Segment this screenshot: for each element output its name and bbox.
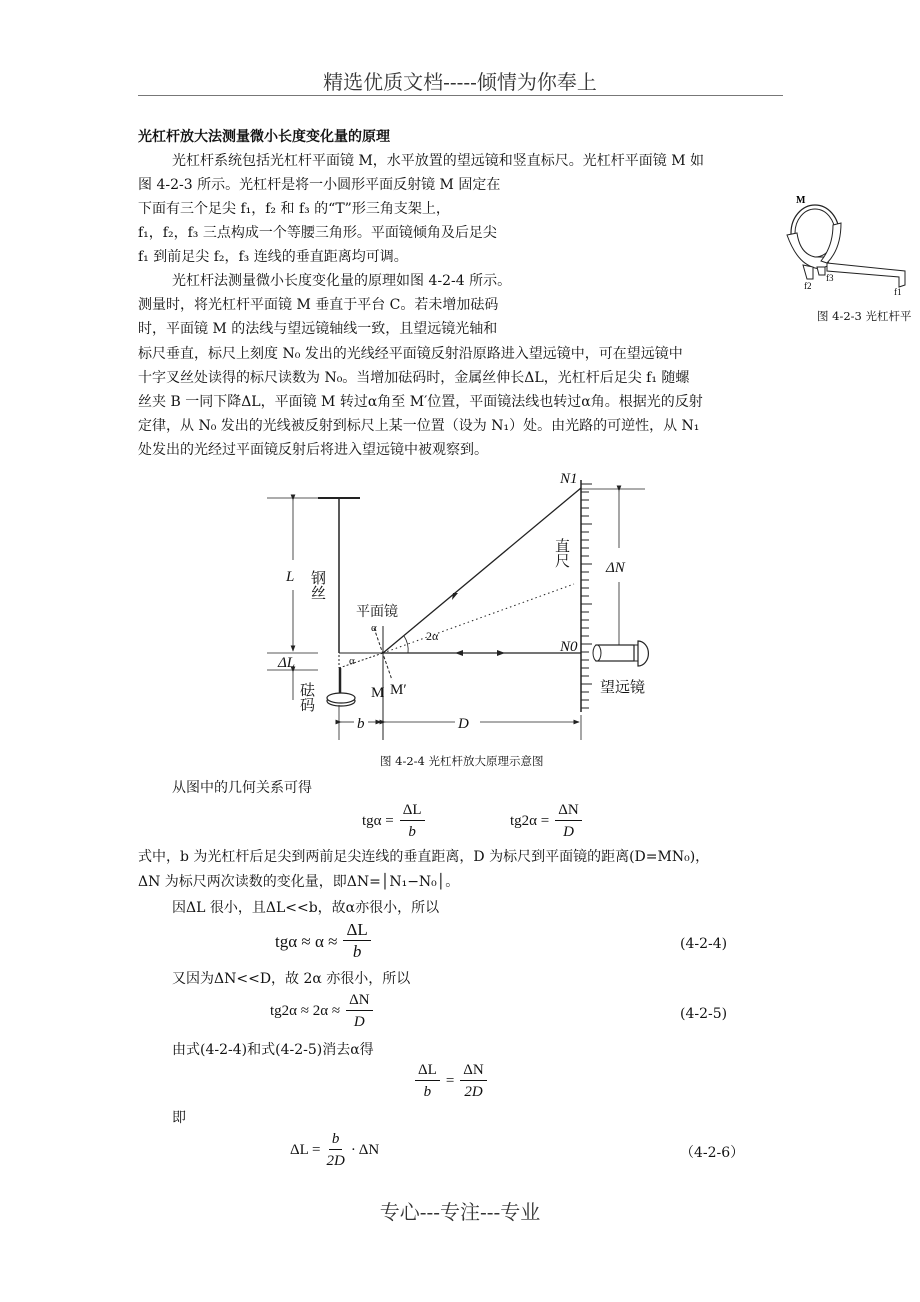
eq-denominator: b <box>352 942 362 961</box>
label-D: D <box>458 716 469 732</box>
equation-4-2-6 <box>290 1129 379 1172</box>
paragraph-line: 标尺垂直，标尺上刻度 N₀ 发出的光线经平面镜反射沿原路进入望远镜中，可在望远镜中 <box>138 346 683 362</box>
label-f3: f3 <box>826 273 834 283</box>
paragraph-line: 光杠杆法测量微小长度变化量的原理如图 4-2-4 所示。 <box>172 273 512 289</box>
equation-ratio <box>413 1060 489 1103</box>
label-mirror: 平面镜 <box>356 605 398 620</box>
equation-tg-2alpha <box>510 800 584 843</box>
label-N0: N0 <box>560 639 578 655</box>
paragraph-line: 下面有三个足尖 f₁，f₂ 和 f₃ 的“T”形三角支架上， <box>138 201 450 217</box>
eq-denominator: b <box>423 1084 432 1100</box>
label-alpha-top: α <box>371 622 377 634</box>
paragraph-line: 又因为ΔN<<D，故 2α 亦很小，所以 <box>172 971 411 987</box>
paragraph-line: 定律，从 N₀ 发出的光线被反射到标尺上某一位置（设为 N₁）处。由光路的可逆性，从 N₁ <box>138 418 700 434</box>
eq-rhs: · ΔN <box>350 1142 380 1158</box>
label-f2: f2 <box>804 281 812 291</box>
equation-number: (4-2-4) <box>680 936 728 952</box>
eq-lhs: tg2α ≈ 2α ≈ <box>270 1003 341 1019</box>
label-L: L <box>286 569 295 585</box>
label-f1: f1 <box>894 287 902 297</box>
paragraph-line: 丝夹 B 一同下降ΔL，平面镜 M 转过α角至 M′位置，平面镜法线也转过α角。根据光的反射 <box>138 394 703 410</box>
label-delta-N: ΔN <box>606 560 625 576</box>
label-alpha: α <box>349 655 355 667</box>
equation-number: （4-2-6） <box>680 1145 745 1161</box>
paragraph-line: 式中，b 为光杠杆后足尖到两前足尖连线的垂直距离，D 为标尺到平面镜的距离(D=MN₀)， <box>138 849 710 865</box>
paragraph-line: 图 4-2-3 所示。光杠杆是将一小圆形平面反射镜 M 固定在 <box>138 177 501 193</box>
paragraph-line: f₁ 到前足尖 f₂，f₃ 连线的垂直距离均可调。 <box>138 249 408 265</box>
paragraph-line: 因ΔL 很小，且ΔL<<b，故α亦很小，所以 <box>172 900 440 916</box>
eq-numerator: ΔN <box>460 1060 486 1081</box>
paragraph-line: 由式(4-2-4)和式(4-2-5)消去α得 <box>172 1042 374 1058</box>
eq-lhs: tgα ≈ α ≈ <box>275 931 338 951</box>
eq-lhs: tg2α = <box>510 813 550 829</box>
figure-caption-4-2-4: 图 4-2-4 光杠杆放大原理示意图 <box>380 754 544 768</box>
equation-number: (4-2-5) <box>680 1006 728 1022</box>
label-two-alpha: 2α <box>426 629 439 643</box>
label-N1: N1 <box>560 471 578 487</box>
label-delta-L: ΔL <box>278 655 296 671</box>
label-M: M <box>796 195 806 206</box>
text-geometry: 从图中的几何关系可得 <box>172 780 312 796</box>
eq-numerator: ΔL <box>415 1060 440 1081</box>
paragraph-line: 光杠杆系统包括光杠杆平面镜 M，水平放置的望远镜和竖直标尺。光杠杆平面镜 M 如 <box>172 153 705 169</box>
eq-numerator: ΔL <box>343 920 370 941</box>
label-wire: 钢丝 <box>309 570 325 600</box>
paragraph-line: f₁，f₂，f₃ 三点构成一个等腰三角形。平面镜倾角及后足尖 <box>138 225 497 241</box>
equation-4-2-4 <box>275 920 373 963</box>
eq-denominator: D <box>353 1014 365 1030</box>
label-ruler: 直尺 <box>553 538 569 568</box>
label-b: b <box>357 716 365 732</box>
eq-numerator: b <box>329 1129 343 1150</box>
label-M: M <box>371 685 385 701</box>
label-M-prime: M′ <box>390 682 407 698</box>
label-weight: 砝码 <box>298 682 314 712</box>
paragraph-line: ΔN 为标尺两次读数的变化量，即ΔN=│N₁−N₀│。 <box>138 874 460 890</box>
paragraph-line: 即 <box>172 1110 186 1126</box>
eq-numerator: ΔN <box>555 800 581 821</box>
eq-lhs: ΔL = <box>290 1142 321 1158</box>
page-footer: 专心---专注---专业 <box>379 1200 541 1224</box>
label-telescope: 望远镜 <box>600 680 646 696</box>
eq-denominator: 2D <box>464 1084 483 1100</box>
eq-numerator: ΔN <box>346 990 372 1011</box>
page-header: 精选优质文档-----倾情为你奉上 <box>323 70 597 94</box>
eq-equals: = <box>445 1073 455 1089</box>
paragraph-line: 测量时，将光杠杆平面镜 M 垂直于平台 C。若未增加砝码 <box>138 297 499 313</box>
paragraph-line: 处发出的光经过平面镜反射后将进入望远镜中被观察到。 <box>138 442 488 458</box>
eq-denominator: 2D <box>326 1153 345 1169</box>
figure-caption-4-2-3: 图 4-2-3 光杠杆平 <box>817 309 912 323</box>
eq-denominator: D <box>563 824 574 840</box>
eq-lhs: tgα = <box>362 813 394 829</box>
eq-denominator: b <box>408 824 416 840</box>
equation-tg-alpha <box>362 800 427 843</box>
paragraph-line: 十字叉丝处读得的标尺读数为 N₀。当增加砝码时，金属丝伸长ΔL，光杠杆后足尖 f₁ 随螺 <box>138 370 690 386</box>
section-title: 光杠杆放大法测量微小长度变化量的原理 <box>138 129 390 145</box>
paragraph-line: 时，平面镜 M 的法线与望远镜轴线一致，且望远镜光轴和 <box>138 321 498 337</box>
equation-4-2-5 <box>270 990 375 1033</box>
eq-numerator: ΔL <box>400 800 425 821</box>
